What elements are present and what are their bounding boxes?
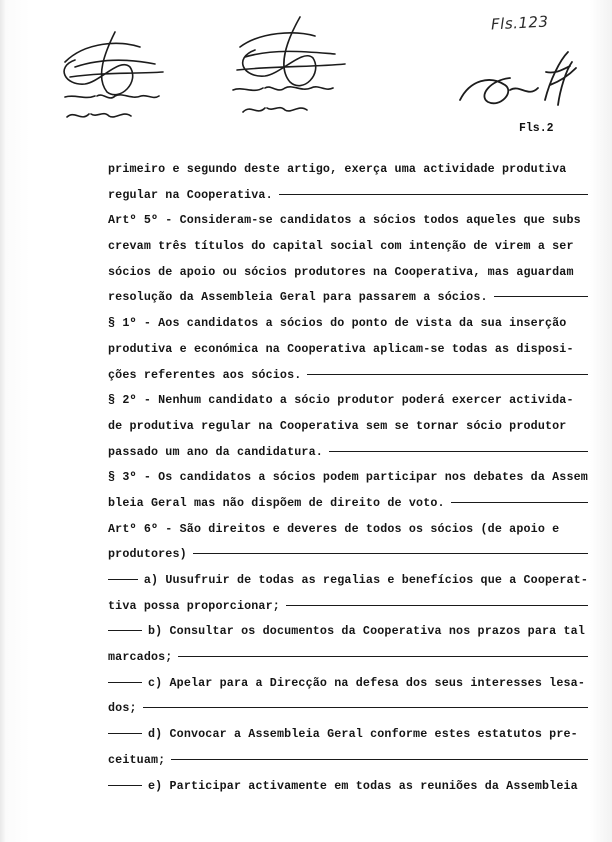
text-line: ceituam; (108, 753, 588, 779)
fill-rule (307, 374, 588, 375)
text-line: tiva possa proporcionar; (108, 599, 588, 625)
text-line: dos; (108, 701, 588, 727)
text-line: a) Uusufruir de todas as regalias e benefícios que a Cooperat- (108, 573, 588, 599)
text-line: e) Participar activamente em todas as reuniões da Assembleia (108, 779, 588, 805)
text-line: passado um ano da candidatura. (108, 445, 588, 471)
text-line: produtiva e económica na Cooperativa aplicam-se todas as disposi- (108, 341, 574, 356)
text-line: § 2º - Nenhum candidato a sócio produtor poderá exercer activida- (108, 393, 574, 408)
text-line: bleia Geral mas não dispõem de direito de voto. (108, 496, 588, 522)
fill-rule (286, 605, 588, 606)
text-line: Artº 5º - Consideram-se candidatos a sócios todos aqueles que subs (108, 213, 581, 228)
text-line: marcados; (108, 650, 588, 676)
fill-rule (178, 656, 588, 657)
document-body (108, 162, 588, 804)
fill-rule (143, 707, 588, 708)
signature-3 (450, 40, 585, 120)
fill-rule (193, 553, 588, 554)
text-line: sócios de apoio ou sócios produtores na Cooperativa, mas aguardam (108, 264, 574, 279)
text-line: crevam três títulos do capital social com intenção de virem a ser (108, 239, 574, 254)
fill-rule (494, 296, 588, 297)
fill-rule (329, 451, 588, 452)
lead-rule (108, 579, 138, 580)
text-line: d) Convocar a Assembleia Geral conforme estes estatutos pre- (108, 727, 588, 753)
text-line: produtores) (108, 547, 588, 573)
folio-number: Fls.123 (490, 12, 549, 34)
lead-rule (108, 682, 142, 683)
text-line: resolução da Assembleia Geral para passarem a sócios. (108, 290, 588, 316)
text-line: Artº 6º - São direitos e deveres de todos os sócios (de apoio e (108, 521, 560, 536)
lead-rule (108, 733, 142, 734)
lead-rule (108, 785, 142, 786)
text-line: § 1º - Aos candidatos a sócios do ponto de vista da sua inserção (108, 316, 567, 331)
fill-rule (171, 759, 588, 760)
text-line: primeiro e segundo deste artigo, exerça uma actividade produtiva (108, 162, 567, 176)
text-line: ções referentes aos sócios. (108, 368, 588, 394)
signature-1 (45, 22, 180, 127)
text-line: de produtiva regular na Cooperativa sem se tornar sócio produtor (108, 418, 567, 433)
text-line: regular na Cooperativa. (108, 188, 588, 214)
page-label: Fls.2 (519, 122, 554, 135)
text-line: b) Consultar os documentos da Cooperativa nos prazos para tal (108, 624, 588, 650)
fill-rule (279, 194, 588, 195)
text-line: § 3º - Os candidatos a sócios podem participar nos debates da Assem (108, 470, 588, 485)
signature-2 (215, 12, 355, 122)
fill-rule (451, 502, 588, 503)
text-line: c) Apelar para a Direcção na defesa dos seus interesses lesa- (108, 676, 588, 702)
page-header (0, 0, 612, 150)
lead-rule (108, 630, 142, 631)
